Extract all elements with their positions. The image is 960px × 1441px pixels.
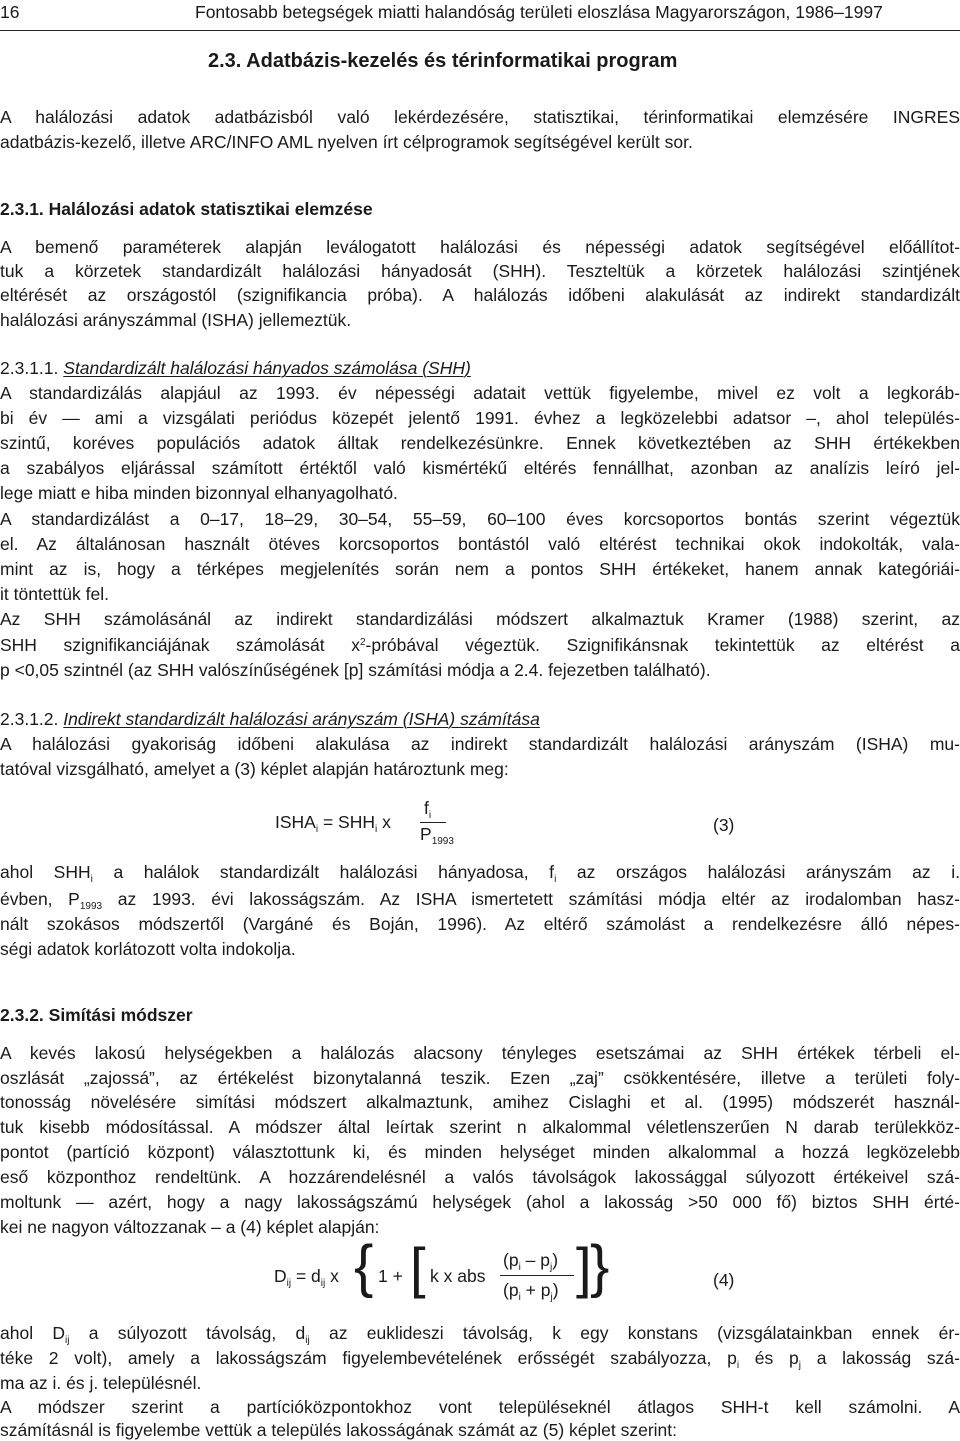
formula3-numerator: $f_i$ xyxy=(424,798,432,821)
formula4-right-bracket: ] xyxy=(576,1236,592,1299)
formula4-right-brace: } xyxy=(590,1234,610,1299)
formula3-label: (3) xyxy=(713,815,735,835)
intro-line-2: adatbázis-kezelő, illetve ARC/INFO AML nyelven írt célprogramok segítségével került sor. xyxy=(0,132,693,152)
subsection-2312-heading xyxy=(0,708,540,730)
subsection-2311-heading xyxy=(0,357,471,379)
s232-where-5: számításnál is figyelembe vettük a település lakosságának számát az (5) képlet szerint: xyxy=(0,1420,677,1440)
running-header xyxy=(0,0,960,31)
section-heading: 2.3. Adatbázis-kezelés és térinformatikai program xyxy=(208,50,678,72)
s231-line-1: A bemenő paraméterek alapján leválogatott halálozási és népességi adatok segítségével előállítot- xyxy=(0,237,960,257)
s2312-where-2: évben, $P_{1993}$ az 1993. évi lakosságszám. Az ISHA ismertetett számítási módja eltér az irodalomban hasz- xyxy=(0,889,960,912)
running-title: Fontosabb betegségek miatti halandóság területi eloszlása Magyarországon, 1986–1997 xyxy=(195,2,883,22)
s2311-line-2: bi év — ami a vizsgálati periódus közepét jelentő 1991. évhez a legközelebbi adatsor –, ahol település- xyxy=(0,408,960,428)
s2311-line-12: p <0,05 szintnél (az SHH valószínűségének [p] számítási módja a 2.4. fejezetben található). xyxy=(0,660,711,680)
formula4-k-abs: k x abs xyxy=(430,1266,486,1286)
subsection-2312-title: Indirekt standardizált halálozási arányszám (ISHA) számítása xyxy=(63,709,540,729)
page-number: 16 xyxy=(0,2,20,22)
s2311-line-9: it töntettük fel. xyxy=(0,584,109,604)
formula3-lhs: $ISHA_i = SHH_i$ x xyxy=(275,812,391,835)
subsection-232-heading: 2.3.2. Simítási módszer xyxy=(0,1005,193,1025)
s2311-line-1: A standardizálás alapjául az 1993. év népességi adatait vettük figyelembe, mivel ez volt a legkoráb- xyxy=(0,383,960,403)
formula4-numerator: $(p_i - p_j)$ xyxy=(503,1250,559,1273)
s232-line-1: A kevés lakosú helységekben a halálozás alacsony tényleges esetszámai az SHH értékek térbeli el- xyxy=(0,1043,960,1063)
s232-where-1: ahol $D_{ij}$ a súlyozott távolság, $d_{ij}$ az euklideszi távolság, k egy konstans (vizsgálatainkban ennek ér- xyxy=(0,1323,960,1346)
s232-line-6: eső központhoz rendeltünk. A hozzárendelésnél a valós távolságok lakossággal súlyozott értékeivel szá- xyxy=(0,1167,960,1187)
s232-line-2: oszlását „zajossá”, az értékelést bizonytalanná teszik. Ezen „zaj” csökkentésére, illetve a területi foly- xyxy=(0,1068,960,1088)
s232-line-8: kei ne nagyon változzanak – a (4) képlet alapján: xyxy=(0,1217,380,1237)
s2312-where-1: ahol $SHH_i$ a halálok standardizált halálozási hányadosa, $f_i$ az országos halálozási arányszám az i. xyxy=(0,862,960,885)
formula4-left-brace: { xyxy=(354,1234,374,1299)
s2311-line-4: a szabályos eljárással számított értéktől való kismértékű eltérés fennállhat, azonban az analízis leíró jel- xyxy=(0,458,960,478)
subsection-2311-number: 2.3.1.1. xyxy=(0,358,59,378)
s2311-chi-line: SHH szignifikanciájának számolását $x^2$-próbával végeztük. Szignifikánsnak tekintettük az eltérést a xyxy=(0,635,960,655)
s2312-where-4: ségi adatok korlátozott volta indokolja. xyxy=(0,939,296,959)
s2311-line-8: mint az is, hogy a térképes megjelenítés során nem a pontos SHH értékeket, hanem annak kategóriái- xyxy=(0,559,960,579)
subsection-2311-title: Standardizált halálozási hányados számolása (SHH) xyxy=(63,358,471,378)
s232-line-4: tuk kisebb módosítással. A módszer által leírtak szerint n alkalommal véletlenszerűen N darab terülekköz- xyxy=(0,1117,960,1137)
subsection-2312-number: 2.3.1.2. xyxy=(0,709,59,729)
formula4-fraction-bar xyxy=(500,1275,574,1276)
s231-line-4: halálozási arányszámmal (ISHA) jellemeztük. xyxy=(0,310,352,330)
formula4-label: (4) xyxy=(713,1270,735,1290)
s2311-line-6: A standardizálást a 0–17, 18–29, 30–54, 55–59, 60–100 éves korcsoportos bontás szerint végeztük xyxy=(0,509,960,529)
s232-line-7: moltunk — azért, hogy a nagy lakosságszámú helységek (ahol a lakosság >50 000 fő) biztos SHH érté- xyxy=(0,1192,960,1212)
formula4-one-plus: 1 + xyxy=(378,1266,403,1286)
s2312-line-2: tatóval vizsgálható, amelyet a (3) képlet alapján határoztunk meg: xyxy=(0,759,509,779)
s231-line-3: eltérését az országostól (szignifikancia próba). A halálozás időbeni alakulását az indirekt standardizált xyxy=(0,285,960,305)
s232-where-3: ma az i. és j. településnél. xyxy=(0,1373,202,1393)
formula4-left-bracket: [ xyxy=(410,1236,426,1299)
formula3-fraction-bar xyxy=(420,822,446,823)
s2311-line-10: Az SHH számolásánál az indirekt standardizálási módszert alkalmaztuk Kramer (1988) szerint, az xyxy=(0,609,960,629)
s232-line-5: pontot (partíció központ) választottunk ki, és minden helységet minden alkalommal a hozzá legközelebb xyxy=(0,1142,960,1162)
s2312-where-3: nált szokásos módszertől (Vargáné és Boján, 1996). Az eltérő számolást a rendelkezésre álló népes- xyxy=(0,914,960,934)
subsection-231-heading: 2.3.1. Halálozási adatok statisztikai elemzése xyxy=(0,199,373,219)
s231-line-2: tuk a körzetek standardizált halálozási hányadosát (SHH). Teszteltük a körzetek halálozási szintjének xyxy=(0,261,960,281)
s2311-line-3: szintű, koréves populációs adatok álltak rendelkezésünkre. Ennek következtében az SHH értékekben xyxy=(0,433,960,453)
formula3-denominator: $P_{1993}$ xyxy=(420,824,454,847)
formula4-denominator: $(p_i + p_j)$ xyxy=(503,1280,559,1303)
s2312-line-1: A halálozási gyakoriság időbeni alakulása az indirekt standardizált halálozási arányszám (ISHA) mu- xyxy=(0,734,960,754)
s2311-line-5: lege miatt e hiba minden bizonnyal elhanyagolható. xyxy=(0,483,398,503)
s232-line-3: tonosság növelésére simítási módszert alkalmaztunk, amihez Cislaghi et al. (1995) módszerét használ- xyxy=(0,1092,960,1112)
s232-where-2: téke 2 volt), amely a lakosságszám figyelembevételének erősségét szabályozza, $p_i$ és $p_j$ a lakosság szá- xyxy=(0,1348,960,1371)
formula4-lhs: $D_{ij} = d_{ij}$ x xyxy=(274,1266,339,1289)
s232-where-4: A módszer szerint a partícióközpontokhoz vont településeknél átlagos SHH-t kell számolni. A xyxy=(0,1397,960,1417)
intro-line-1: A halálozási adatok adatbázisból való lekérdezésére, statisztikai, térinformatikai elemzésére INGRES xyxy=(0,107,960,127)
s2311-line-7: el. Az általánosan használt ötéves korcsoportos bontástól való eltérést technikai okok indokolták, vala- xyxy=(0,534,960,554)
